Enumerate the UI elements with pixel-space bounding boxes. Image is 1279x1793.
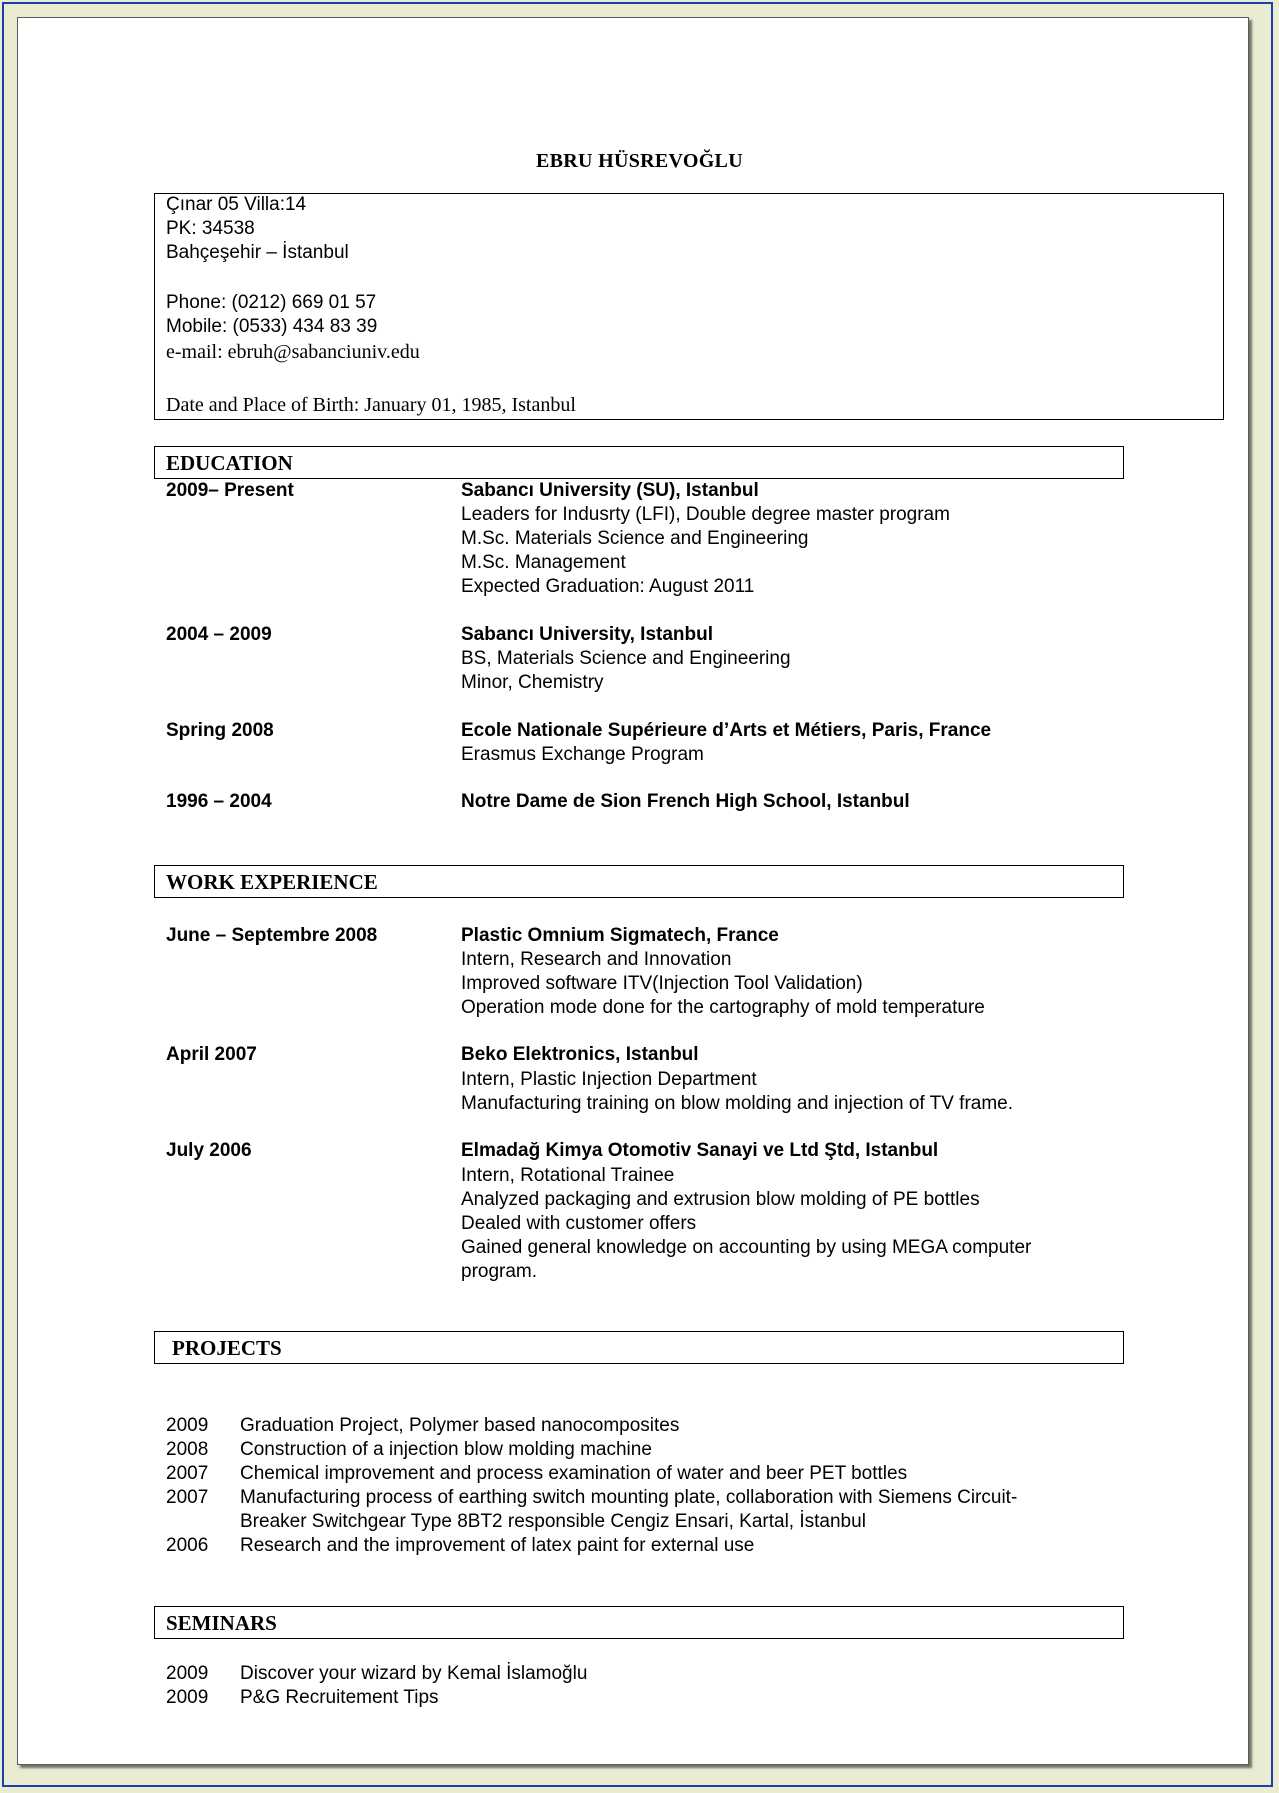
project-year: 2006 — [166, 1535, 209, 1556]
email: e-mail: ebruh@sabanciuniv.edu — [166, 341, 420, 363]
education-title: EDUCATION — [166, 451, 293, 475]
edu-2-date: 2004 – 2009 — [166, 624, 272, 645]
work-1-detail: Intern, Research and Innovation — [461, 949, 732, 970]
edu-1-detail: M.Sc. Management — [461, 552, 626, 573]
phone: Phone: (0212) 669 01 57 — [166, 292, 377, 313]
edu-4-org: Notre Dame de Sion French High School, Istanbul — [461, 791, 910, 812]
edu-3-date: Spring 2008 — [166, 720, 274, 741]
work-1-detail: Improved software ITV(Injection Tool Validation) — [461, 973, 863, 994]
edu-1-detail: M.Sc. Materials Science and Engineering — [461, 528, 809, 549]
edu-3-org: Ecole Nationale Supérieure d’Arts et Métiers, Paris, France — [461, 720, 992, 741]
work-1-date: June – Septembre 2008 — [166, 925, 378, 946]
project-year: 2008 — [166, 1439, 209, 1460]
mobile: Mobile: (0533) 434 83 39 — [166, 316, 378, 337]
seminar-text: P&G Recruitement Tips — [240, 1687, 439, 1708]
edu-2-detail: Minor, Chemistry — [461, 672, 604, 693]
education-header-box — [154, 446, 1124, 479]
project-text: Chemical improvement and process examination of water and beer PET bottles — [240, 1463, 908, 1484]
seminars-header-box — [154, 1606, 1124, 1639]
edu-1-org: Sabancı University (SU), Istanbul — [461, 480, 759, 501]
work-3-detail: Gained general knowledge on accounting by using MEGA computer — [461, 1237, 1032, 1258]
edu-3-detail: Erasmus Exchange Program — [461, 744, 704, 765]
work-2-org: Beko Elektronics, Istanbul — [461, 1044, 699, 1065]
work-2-detail: Manufacturing training on blow molding and injection of TV frame. — [461, 1093, 1014, 1114]
seminar-text: Discover your wizard by Kemal İslamoğlu — [240, 1663, 588, 1684]
seminar-year: 2009 — [166, 1663, 209, 1684]
birth-info: Date and Place of Birth: January 01, 1985, Istanbul — [166, 394, 576, 416]
edu-4-date: 1996 – 2004 — [166, 791, 272, 812]
project-text: Research and the improvement of latex paint for external use — [240, 1535, 755, 1556]
edu-2-detail: BS, Materials Science and Engineering — [461, 648, 791, 669]
project-text: Breaker Switchgear Type 8BT2 responsible Cengiz Ensari, Kartal, İstanbul — [240, 1511, 866, 1532]
project-year: 2007 — [166, 1463, 209, 1484]
work-3-detail: Intern, Rotational Trainee — [461, 1165, 675, 1186]
project-year: 2009 — [166, 1415, 209, 1436]
address-line-3: Bahçeşehir – İstanbul — [166, 242, 349, 263]
projects-title: PROJECTS — [172, 1336, 282, 1360]
work-2-date: April 2007 — [166, 1044, 257, 1065]
project-text: Manufacturing process of earthing switch mounting plate, collaboration with Siemens Circuit- — [240, 1487, 1018, 1508]
work-2-detail: Intern, Plastic Injection Department — [461, 1069, 757, 1090]
work-3-detail: program. — [461, 1261, 538, 1282]
edu-2-org: Sabancı University, Istanbul — [461, 624, 714, 645]
work-1-org: Plastic Omnium Sigmatech, France — [461, 925, 779, 946]
work-3-date: July 2006 — [166, 1140, 252, 1161]
work-1-detail: Operation mode done for the cartography of mold temperature — [461, 997, 985, 1018]
project-year: 2007 — [166, 1487, 209, 1508]
edu-1-detail: Expected Graduation: August 2011 — [461, 576, 755, 597]
edu-1-detail: Leaders for Indusrty (LFI), Double degree master program — [461, 504, 950, 525]
project-text: Graduation Project, Polymer based nanocomposites — [240, 1415, 680, 1436]
work-3-detail: Dealed with customer offers — [461, 1213, 697, 1234]
projects-header-box — [154, 1331, 1124, 1364]
work-3-org: Elmadağ Kimya Otomotiv Sanayi ve Ltd Ştd, Istanbul — [461, 1140, 939, 1161]
seminars-title: SEMINARS — [166, 1611, 277, 1635]
applicant-name: EBRU HÜSREVOĞLU — [536, 150, 743, 172]
address-line-2: PK: 34538 — [166, 218, 255, 239]
address-line-1: Çınar 05 Villa:14 — [166, 194, 307, 215]
work-3-detail: Analyzed packaging and extrusion blow molding of PE bottles — [461, 1189, 980, 1210]
edu-1-date: 2009– Present — [166, 480, 294, 501]
work-title: WORK EXPERIENCE — [166, 870, 378, 894]
project-text: Construction of a injection blow molding machine — [240, 1439, 652, 1460]
seminar-year: 2009 — [166, 1687, 209, 1708]
